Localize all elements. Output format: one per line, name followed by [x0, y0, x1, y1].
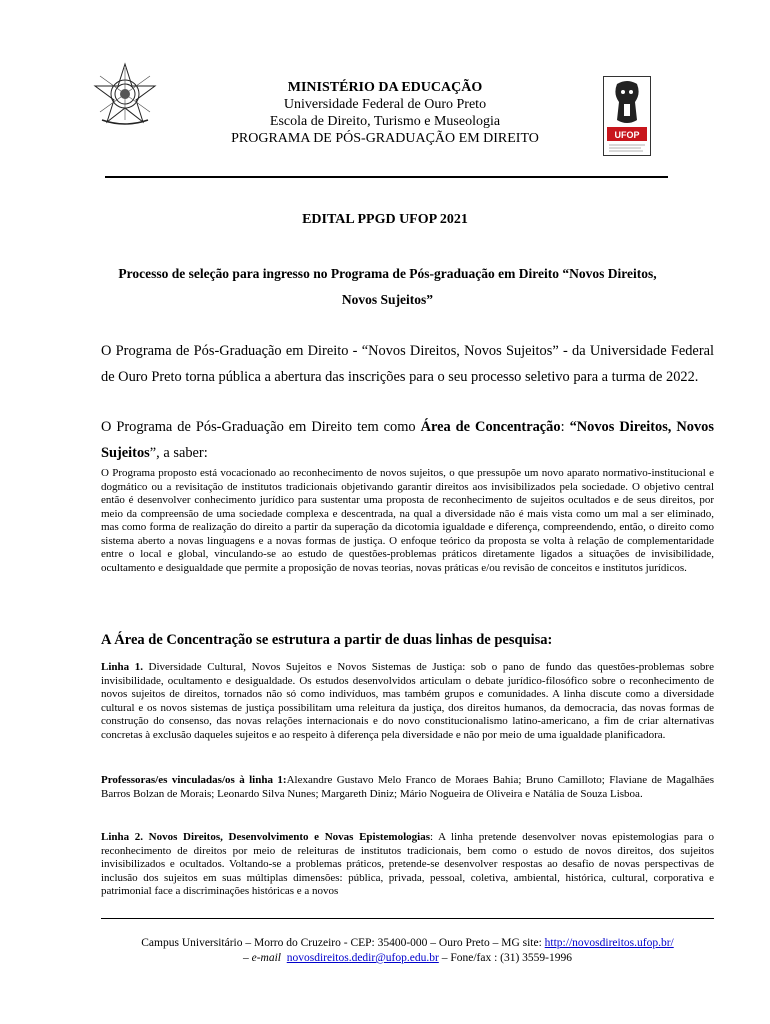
research-line-2: [101, 831, 714, 899]
ufop-logo: [603, 76, 651, 156]
ufop-logo-text: UFOP: [614, 130, 640, 140]
line1-professors: [101, 774, 714, 801]
header-divider: [105, 176, 668, 178]
letterhead: [200, 79, 570, 147]
email-prefix: –: [242, 952, 252, 964]
area-label: Área de Concentração: [420, 419, 561, 435]
program-name: PROGRAMA DE PÓS-GRADUAÇÃO EM DIREITO: [231, 131, 539, 146]
footer-address: Campus Universitário – Morro do Cruzeiro - CEP: 35400-000 – Ouro Preto – MG site:: [141, 937, 545, 949]
area-colon: :: [560, 419, 570, 435]
phone-text: – Fone/fax : (31) 3559-1996: [438, 952, 573, 964]
edital-subtitle: Processo de seleção para ingresso no Programa de Pós-graduação em Direito “Novos Direitos, Novos Sujeitos”: [118, 266, 657, 307]
research-lines-heading: A Área de Concentração se estrutura a partir de duas linhas de pesquisa:: [101, 632, 553, 648]
edital-title: EDITAL PPGD UFOP 2021: [302, 212, 468, 227]
page-footer: [101, 936, 714, 966]
professors1-text: Alexandre Gustavo Melo Franco de Moraes Bahia; Bruno Camilloto; Flaviane de Magalhães Barros Bolzan de Morais; Leonardo Silva Nunes; Margareth Diniz; Mário Nogueira de Oliveira e Natália de Souza Lisboa.: [101, 774, 714, 800]
school-name: Escola de Direito, Turismo e Museologia: [269, 114, 501, 129]
university-name: Universidade Federal de Ouro Preto: [283, 97, 487, 112]
program-description: O Programa proposto está vocacionado ao reconhecimento de novos sujeitos, o que pressupõe um novo aparato normativo-institucional e dogmático ou a revisitação de institutos tradicionais objetivando garantir direitos aos invisibilizados pela sociedade. O objetivo central então é desenvolver conhecimento jurídico para sustentar uma proposta de reconhecimento de sujeitos ocultados e de seus direitos, por meio da compreensão de uma sociedade complexa e descentrada, na qual a diversidade não é mais vista como um mal a ser eliminado, mas como forma de realização do direito a partir da superação da dicotomia igualdade e diferença, compreendendo, então, o direito como sistema aberto a novas linguagens e a novas formas de justiça. O enfoque teórico da proposta se volta à relação de complementaridade entre o local e global, vinculando-se ao estudo de questões-problemas práticos diretamente ligados a situações de invisibilidade, ocultamento e desigualdade que permite a proposição de novas teorias, novas práticas e/ou revisão de conceitos e institutos jurídicos.: [101, 467, 714, 574]
ministry-name: MINISTÉRIO DA EDUCAÇÃO: [287, 80, 483, 95]
area-prefix: O Programa de Pós-Graduação em Direito tem como: [101, 419, 421, 435]
site-link[interactable]: http://novosdireitos.ufop.br/: [544, 937, 674, 949]
email-link[interactable]: novosdireitos.dedir@ufop.edu.br: [286, 952, 439, 964]
area-name: “Novos Direitos, Novos Sujeitos: [101, 419, 714, 461]
concentration-area-paragraph: [101, 414, 714, 466]
footer-divider: [101, 918, 714, 919]
intro-paragraph: O Programa de Pós-Graduação em Direito - “Novos Direitos, Novos Sujeitos” - da Universidade Federal de Ouro Preto torna pública a abertura das inscrições para o seu processo seletivo para a turma de 2022.: [101, 343, 714, 385]
email-label: e-mail: [251, 952, 281, 964]
area-suffix: ”, a saber:: [149, 445, 208, 461]
brazil-coat-of-arms-icon: [92, 62, 158, 128]
line1-text: Diversidade Cultural, Novos Sujeitos e Novos Sistemas de Justiça: sob o pano de fundo das questões-problemas sobre invisibilidade, ocultamento e desigualdade. Os estudos desenvolvidos articulam o debate jurídico-filosófico sobre o reconhecimento de novos sujeitos de direitos, tornados não só como indivíduos, mas também grupos e comunidades. A linha discute como a diversidade cultural e os novos sistemas de justiça possibilitam uma releitura da justiça, dos direitos humanos, da democracia, das novas formas de construção do consenso, das novas relações internacionais e do novo constitucionalismo latino-americano, a fim de criar alternativas concretas à exclusão daqueles sujeitos e ao respeito à diferença pela diversidade e não por meio de uma igualdade planificadora.: [101, 661, 714, 741]
footer-contact-line: [101, 951, 714, 966]
line1-label: Linha 1.: [101, 661, 143, 673]
line2-label: Linha 2. Novos Direitos, Desenvolvimento e Novas Epistemologias: [101, 831, 430, 843]
professors1-label: Professoras/es vinculadas/os à linha 1:: [101, 774, 287, 786]
line2-text: : A linha pretende desenvolver novas epistemologias para o reconhecimento de direitos por meio de releituras de institutos tradicionais, bem como o estudo de novos direitos, dos sujeitos invisibilizados e ocultados. Voltando-se a problemas práticos, pretende-se desenvolver respostas ao desafio de novas perspectivas de inclusão dos sujeitos em suas múltiplas dimensões: pública, privada, pessoal, coletiva, ambiental, histórica, cultural, corporativa e patrimonial face a discriminações históricas e a novos: [101, 831, 715, 897]
research-line-1: [101, 661, 714, 742]
footer-address-line: [101, 936, 714, 951]
